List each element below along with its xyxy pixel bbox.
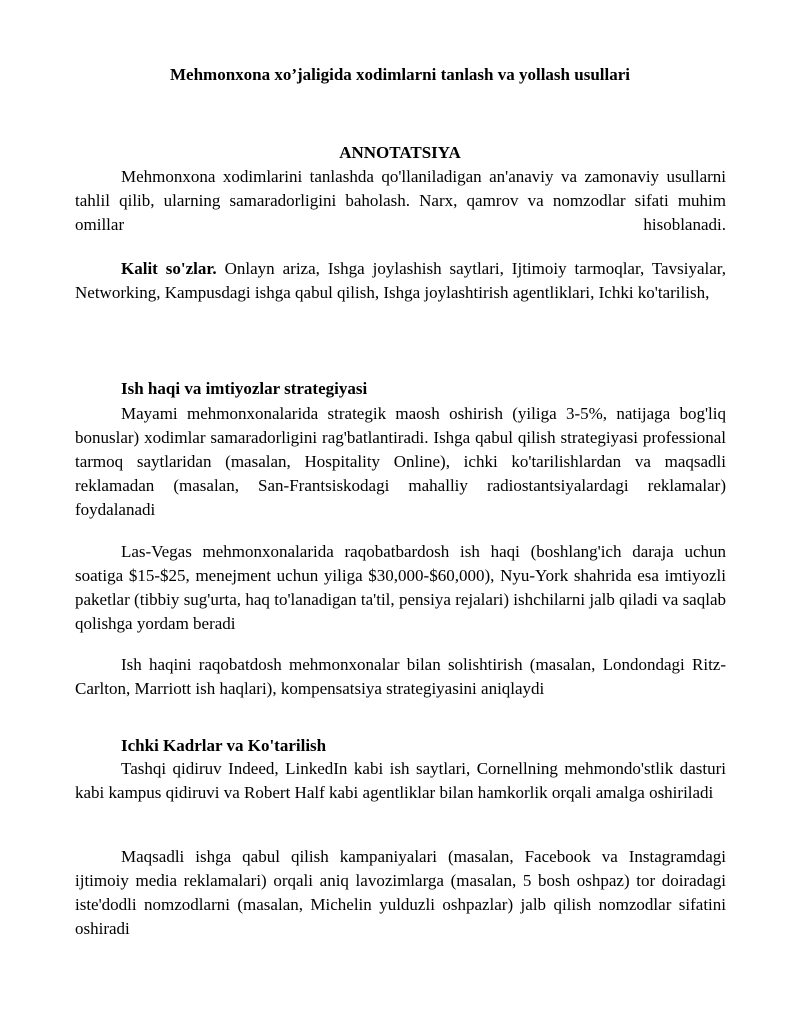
section-heading-salary: Ish haqi va imtiyozlar strategiyasi [121, 379, 368, 398]
keywords-paragraph [75, 257, 726, 305]
section-heading-internal: Ichki Kadrlar va Ko'tarilish [121, 736, 327, 755]
keywords-text: Onlayn ariza, Ishga joylashish saytlari, Ijtimoiy tarmoqlar, Tavsiyalar, Networking, Kampusdagi ishga qabul qilish, Ishga joylashtirish agentliklari, Ichki ko'tarilish, [75, 259, 726, 302]
document-title: Mehmonxona xo’jaligida xodimlarni tanlash va yollash usullari [169, 65, 630, 84]
annotation-text: Mehmonxona xodimlarini tanlashda qo'llaniladigan an'anaviy va zamonaviy usullarni tahlil qilib, ularning samaradorligini baholash. Narx, qamrov va nomzodlar sifati muhim omillar hisoblanadi. [75, 167, 726, 234]
keywords-section [75, 257, 726, 305]
internal-paragraph-2: Maqsadli ishga qabul qilish kampaniyalari (masalan, Facebook va Instagramdagi ijtimoiy media reklamalari) orqali aniq lavozimlarga (masalan, 5 bosh oshpaz) tor doiradagi iste'dodli nomzodlarni (masalan, Michelin yulduzli oshpazlar) jalb qilish nomzodlar sifatini oshiradi [75, 847, 726, 938]
keywords-label: Kalit so'zlar. [121, 259, 217, 278]
salary-paragraph-3-block [75, 653, 726, 701]
salary-paragraph-3: Ish haqini raqobatdosh mehmonxonalar bilan solishtirish (masalan, Londondagi Ritz-Carlton, Marriott ish haqlari), kompensatsiya strategiyasini aniqlaydi [75, 655, 726, 698]
internal-paragraph-2-block [75, 845, 726, 941]
salary-paragraph-1: Mayami mehmonxonalarida strategik maosh oshirish (yiliga 3-5%, natijaga bog'liq bonuslar) xodimlar samaradorligini rag'batlantiradi. Ishga qabul qilish strategiyasi professional tarmoq saytlaridan (masalan, Hospitality Online), ichki ko'tarilishlardan va maqsadli reklamadan (masalan, San-Frantsiskodagi mahalliy radiostantsiyalardagi reklamalar) foydalanadi [75, 404, 726, 519]
salary-paragraph-2: Las-Vegas mehmonxonalarida raqobatbardosh ish haqi (boshlang'ich daraja uchun soatiga $15-$25, menejment uchun yiliga $30,000-$60,000), Nyu-York shahrida esa imtiyozli paketlar (tibbiy sug'urta, haq to'lanadigan ta'til, pensiya rejalari) ishchilarni jalb qiladi va saqlab qolishga yordam beradi [75, 542, 726, 633]
internal-paragraph-1: Tashqi qidiruv Indeed, LinkedIn kabi ish saytlari, Cornellning mehmondo'stlik dasturi kabi kampus qidiruvi va Robert Half kabi agentliklar bilan hamkorlik orqali amalga oshiriladi [75, 759, 726, 802]
annotation-section [75, 165, 726, 237]
internal-paragraph-1-block [75, 757, 726, 805]
annotation-heading: ANNOTATSIYA [339, 143, 461, 162]
salary-paragraph-1-block [75, 402, 726, 522]
salary-paragraph-2-block [75, 540, 726, 636]
